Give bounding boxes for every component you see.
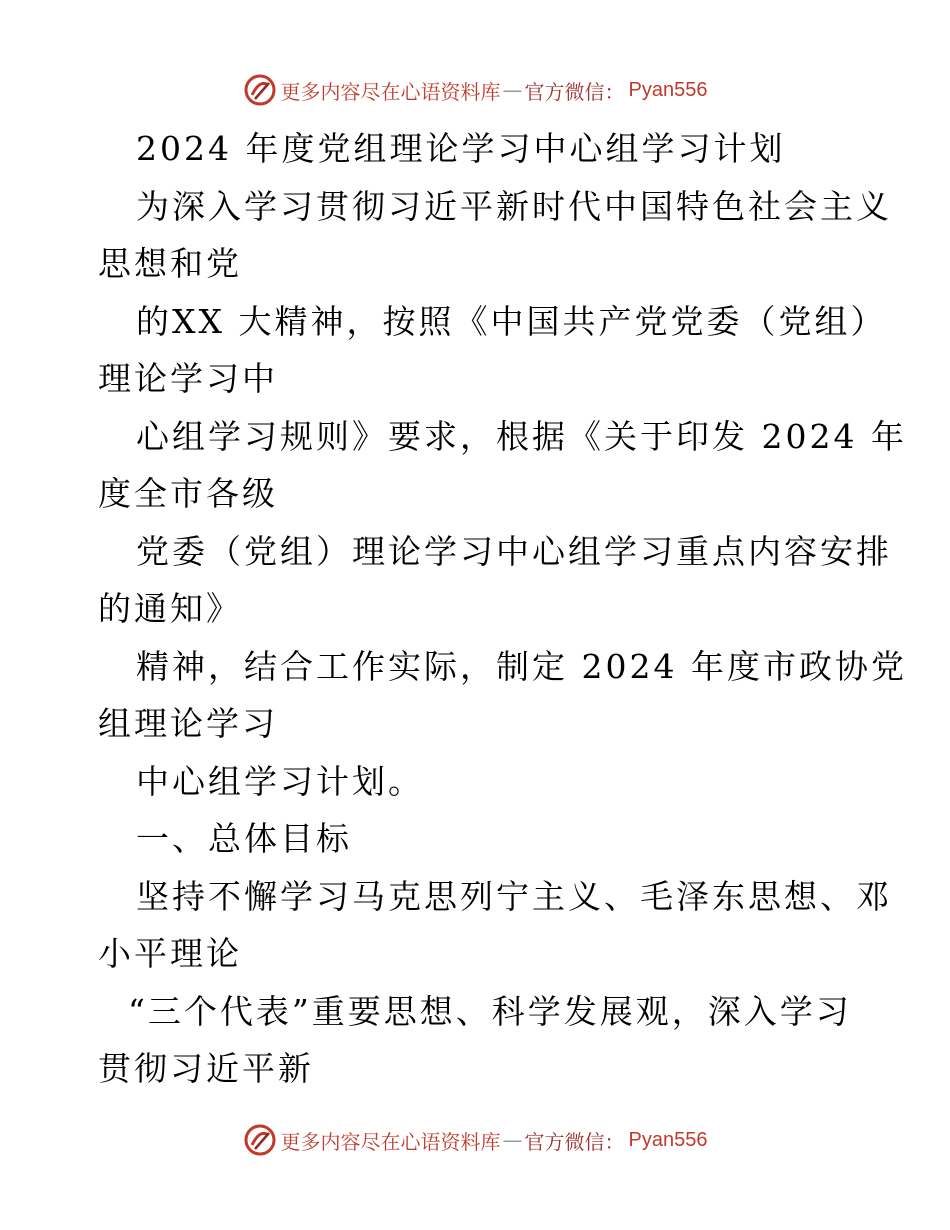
paragraph-line: 的XX 大精神，按照《中国共产党党委（党组） xyxy=(136,301,887,341)
paragraph-line: 度全市各级 xyxy=(98,474,278,513)
document-title: 2024 年度党组理论学习中心组学习计划 xyxy=(136,129,786,168)
paragraph-line: 小平理论 xyxy=(98,934,242,973)
paragraph-line: 为深入学习贯彻习近平新时代中国特色社会主义 xyxy=(136,186,892,226)
paragraph-line: “三个代表”重要思想、科学发展观，深入学习 xyxy=(128,991,852,1031)
paragraph-line: 贯彻习近平新 xyxy=(98,1049,314,1088)
section-heading: 一、总体目标 xyxy=(136,819,352,858)
paragraph-line: 的通知》 xyxy=(98,589,242,628)
paragraph-line: 中心组学习计划。 xyxy=(136,761,424,801)
paragraph-line: 党委（党组）理论学习中心组学习重点内容安排 xyxy=(136,531,892,571)
paragraph-line: 组理论学习 xyxy=(98,704,278,743)
watermark-account-id: Pyan556 xyxy=(628,1128,708,1151)
watermark-account-id: Pyan556 xyxy=(628,78,708,101)
watermark-account-label: 官方微信： xyxy=(524,1129,625,1154)
watermark-text: 更多内容尽在心语资料库 xyxy=(280,1129,501,1154)
watermark-separator: — xyxy=(502,78,523,102)
paragraph-line: 思想和党 xyxy=(98,244,242,283)
document-body xyxy=(98,120,907,1098)
watermark-header xyxy=(0,70,950,110)
watermark-footer xyxy=(0,1120,950,1160)
paragraph-line: 理论学习中 xyxy=(98,359,278,398)
paragraph-line: 精神，结合工作实际，制定 2024 年度市政协党 xyxy=(136,646,907,686)
watermark-text: 更多内容尽在心语资料库 xyxy=(280,79,501,104)
logo-icon xyxy=(243,73,277,107)
watermark-separator: — xyxy=(502,1128,523,1152)
logo-icon xyxy=(243,1123,277,1157)
watermark-account-label: 官方微信： xyxy=(524,79,625,104)
paragraph-line: 心组学习规则》要求，根据《关于印发 2024 年 xyxy=(136,416,907,456)
paragraph-line: 坚持不懈学习马克思列宁主义、毛泽东思想、邓 xyxy=(136,876,892,916)
